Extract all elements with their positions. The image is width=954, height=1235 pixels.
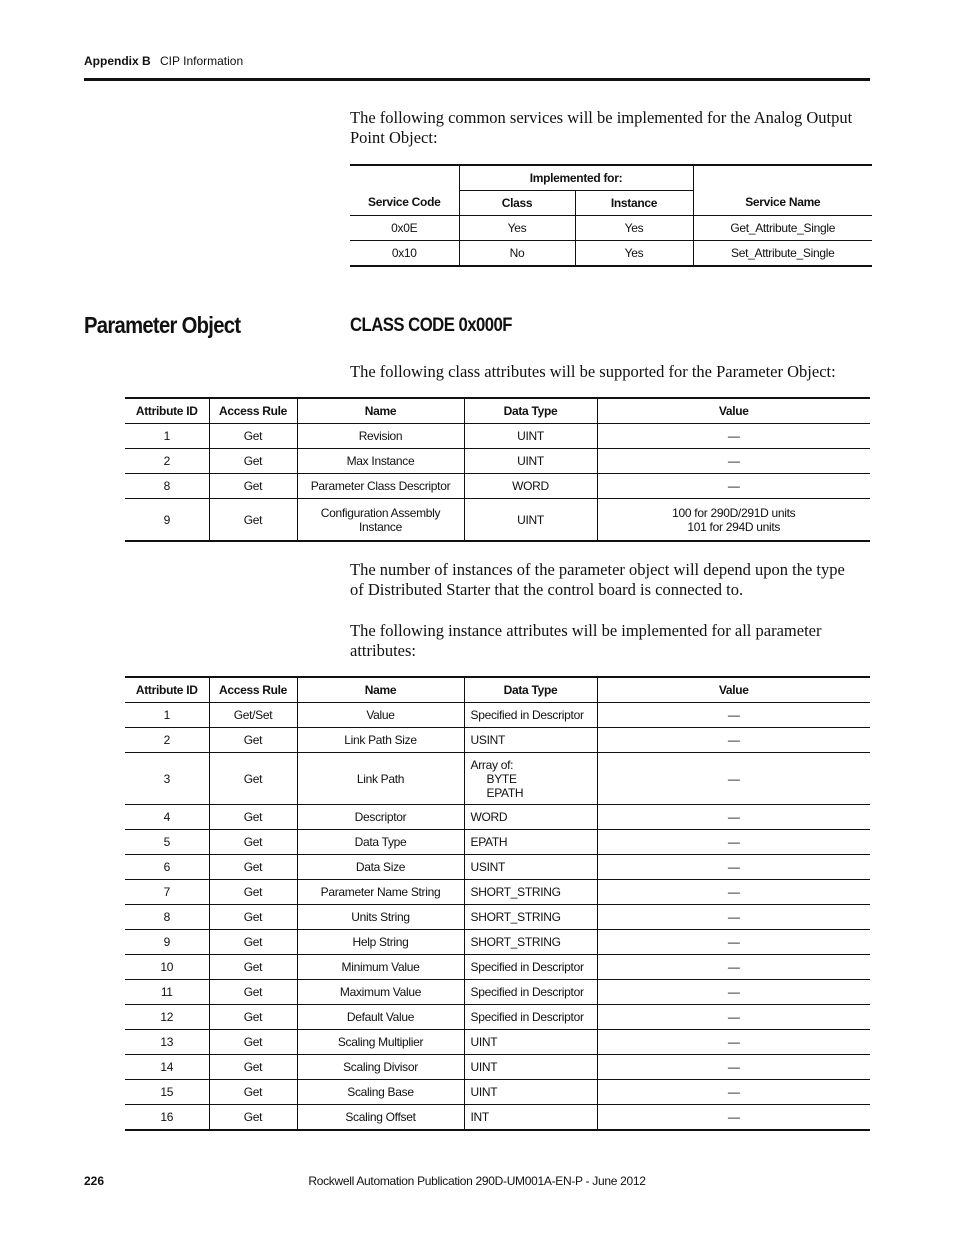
cell-name: Scaling Multiplier [297, 1030, 464, 1055]
cell-access: Get [209, 753, 297, 805]
cell-class: No [459, 241, 575, 267]
cell-id: 4 [125, 805, 209, 830]
cell-type: Specified in Descriptor [464, 980, 597, 1005]
table-row [125, 449, 870, 474]
implemented-for-header: Implemented for: [459, 165, 693, 191]
cell-id: 11 [125, 980, 209, 1005]
cell-name: Scaling Base [297, 1080, 464, 1105]
cell-type: WORD [464, 805, 597, 830]
table-row [125, 1055, 870, 1080]
cell-name: Set_Attribute_Single [693, 241, 872, 267]
cell-value: — [597, 449, 870, 474]
services-table [350, 164, 872, 267]
cell-name: Parameter Name String [297, 880, 464, 905]
cell-code: 0x10 [350, 241, 459, 267]
cell-value: — [597, 880, 870, 905]
cell-value: — [597, 1005, 870, 1030]
table-row [125, 474, 870, 499]
type-line: Array of: [470, 757, 514, 772]
table-row [125, 728, 870, 753]
cell-access: Get [209, 830, 297, 855]
cell-id: 10 [125, 955, 209, 980]
col-service-code: Service Code [350, 165, 459, 216]
instance-attributes-table [125, 676, 870, 1131]
cell-access: Get [209, 449, 297, 474]
class-code-title: CLASS CODE 0x000F [350, 315, 513, 336]
cell-type: SHORT_STRING [464, 930, 597, 955]
cell-type: USINT [464, 728, 597, 753]
cell-instance: Yes [575, 216, 693, 241]
class-attributes-table [125, 397, 870, 542]
cell-name: Scaling Divisor [297, 1055, 464, 1080]
cell-value: — [597, 955, 870, 980]
table-row [125, 955, 870, 980]
cell-access: Get [209, 880, 297, 905]
cell-name: Data Type [297, 830, 464, 855]
cell-type [464, 753, 597, 805]
cell-id: 6 [125, 855, 209, 880]
cell-access: Get [209, 1005, 297, 1030]
footer-page-number: 226 [84, 1174, 105, 1188]
cell-name: Maximum Value [297, 980, 464, 1005]
cell-value: — [597, 1030, 870, 1055]
cell-value: — [597, 753, 870, 805]
cell-value: — [597, 1105, 870, 1131]
col-data-type: Data Type [464, 677, 597, 703]
col-access-rule: Access Rule [209, 398, 297, 424]
class-attr-intro: The following class attributes will be supported for the Parameter Object: [350, 362, 836, 381]
cell-id: 2 [125, 728, 209, 753]
cell-value: — [597, 980, 870, 1005]
cell-name: Max Instance [297, 449, 464, 474]
cell-name: Parameter Class Descriptor [297, 474, 464, 499]
table-row [350, 241, 872, 267]
cell-name: Get_Attribute_Single [693, 216, 872, 241]
col-class: Class [459, 191, 575, 216]
table-row [125, 930, 870, 955]
cell-access: Get [209, 1105, 297, 1131]
cell-id: 3 [125, 753, 209, 805]
cell-access: Get [209, 424, 297, 449]
cell-id: 14 [125, 1055, 209, 1080]
cell-type: SHORT_STRING [464, 905, 597, 930]
cell-name: Default Value [297, 1005, 464, 1030]
cell-access: Get [209, 499, 297, 542]
cell-id: 15 [125, 1080, 209, 1105]
cell-type: EPATH [464, 830, 597, 855]
table-row [125, 753, 870, 805]
type-line: EPATH [486, 785, 524, 800]
cell-value: — [597, 703, 870, 728]
cell-access: Get [209, 980, 297, 1005]
cell-id: 9 [125, 930, 209, 955]
cell-access: Get [209, 855, 297, 880]
col-value: Value [597, 677, 870, 703]
cell-type: USINT [464, 855, 597, 880]
cell-value: — [597, 830, 870, 855]
table-row [125, 703, 870, 728]
cell-type: WORD [464, 474, 597, 499]
cell-type: SHORT_STRING [464, 880, 597, 905]
cell-access: Get [209, 728, 297, 753]
table-row [125, 424, 870, 449]
cell-access: Get [209, 474, 297, 499]
table-row [125, 1005, 870, 1030]
appendix-label: Appendix B [84, 54, 151, 68]
type-line: BYTE [486, 771, 517, 786]
cell-id: 9 [125, 499, 209, 542]
col-value: Value [597, 398, 870, 424]
value-line: 101 for 294D units [687, 519, 781, 534]
cell-id: 1 [125, 703, 209, 728]
col-attribute-id: Attribute ID [125, 677, 209, 703]
cell-value [597, 499, 870, 542]
col-name: Name [297, 398, 464, 424]
cell-type: UINT [464, 449, 597, 474]
cell-id: 1 [125, 424, 209, 449]
cell-id: 2 [125, 449, 209, 474]
cell-type: UINT [464, 1080, 597, 1105]
cell-name: Value [297, 703, 464, 728]
cell-value: — [597, 1080, 870, 1105]
cell-access: Get [209, 1030, 297, 1055]
instances-text: The number of instances of the parameter object will depend upon the type of Distributed Starter that the control board is connected to. [350, 560, 845, 599]
cell-access: Get [209, 805, 297, 830]
cell-id: 8 [125, 474, 209, 499]
cell-access: Get/Set [209, 703, 297, 728]
cell-id: 16 [125, 1105, 209, 1131]
cell-id: 8 [125, 905, 209, 930]
cell-name: Minimum Value [297, 955, 464, 980]
section-title: Parameter Object [84, 312, 241, 338]
table-row [125, 1080, 870, 1105]
cell-name: Help String [297, 930, 464, 955]
cell-access: Get [209, 930, 297, 955]
table-row [125, 805, 870, 830]
footer-publication: Rockwell Automation Publication 290D-UM001A-EN-P - June 2012 [308, 1174, 646, 1188]
cell-name: Descriptor [297, 805, 464, 830]
cell-name: Configuration Assembly Instance [297, 499, 464, 542]
services-intro: The following common services will be implemented for the Analog Output Point Object: [350, 108, 853, 147]
cell-id: 5 [125, 830, 209, 855]
cell-access: Get [209, 1080, 297, 1105]
cell-access: Get [209, 955, 297, 980]
table-row [350, 216, 872, 241]
col-instance: Instance [575, 191, 693, 216]
cell-code: 0x0E [350, 216, 459, 241]
table-row [125, 830, 870, 855]
table-row [125, 905, 870, 930]
cell-id: 13 [125, 1030, 209, 1055]
cell-value: — [597, 728, 870, 753]
col-attribute-id: Attribute ID [125, 398, 209, 424]
cell-type: INT [464, 1105, 597, 1131]
cell-value: — [597, 905, 870, 930]
cell-name: Revision [297, 424, 464, 449]
cell-name: Scaling Offset [297, 1105, 464, 1131]
cell-type: UINT [464, 1030, 597, 1055]
table-row [125, 980, 870, 1005]
col-service-name: Service Name [693, 165, 872, 216]
cell-class: Yes [459, 216, 575, 241]
cell-name: Link Path [297, 753, 464, 805]
col-data-type: Data Type [464, 398, 597, 424]
cell-type: Specified in Descriptor [464, 1005, 597, 1030]
cell-type: UINT [464, 424, 597, 449]
page-header [84, 52, 870, 81]
value-line: 100 for 290D/291D units [672, 505, 796, 520]
cell-type: Specified in Descriptor [464, 703, 597, 728]
cell-type: UINT [464, 1055, 597, 1080]
table-row [125, 880, 870, 905]
cell-value: — [597, 424, 870, 449]
cell-value: — [597, 930, 870, 955]
table-row [125, 1030, 870, 1055]
cell-name: Data Size [297, 855, 464, 880]
cell-type: UINT [464, 499, 597, 542]
cell-value: — [597, 805, 870, 830]
table-row [125, 1105, 870, 1131]
cell-id: 7 [125, 880, 209, 905]
cell-instance: Yes [575, 241, 693, 267]
cell-type: Specified in Descriptor [464, 955, 597, 980]
cell-name: Link Path Size [297, 728, 464, 753]
table-row [125, 855, 870, 880]
col-name: Name [297, 677, 464, 703]
col-access-rule: Access Rule [209, 677, 297, 703]
cell-access: Get [209, 1055, 297, 1080]
cell-access: Get [209, 905, 297, 930]
table-row [125, 499, 870, 542]
cell-name: Units String [297, 905, 464, 930]
cell-value: — [597, 1055, 870, 1080]
cell-value: — [597, 855, 870, 880]
section-label: CIP Information [160, 54, 244, 68]
instance-attr-intro: The following instance attributes will be implemented for all parameter attributes: [350, 621, 822, 660]
cell-value: — [597, 474, 870, 499]
cell-id: 12 [125, 1005, 209, 1030]
